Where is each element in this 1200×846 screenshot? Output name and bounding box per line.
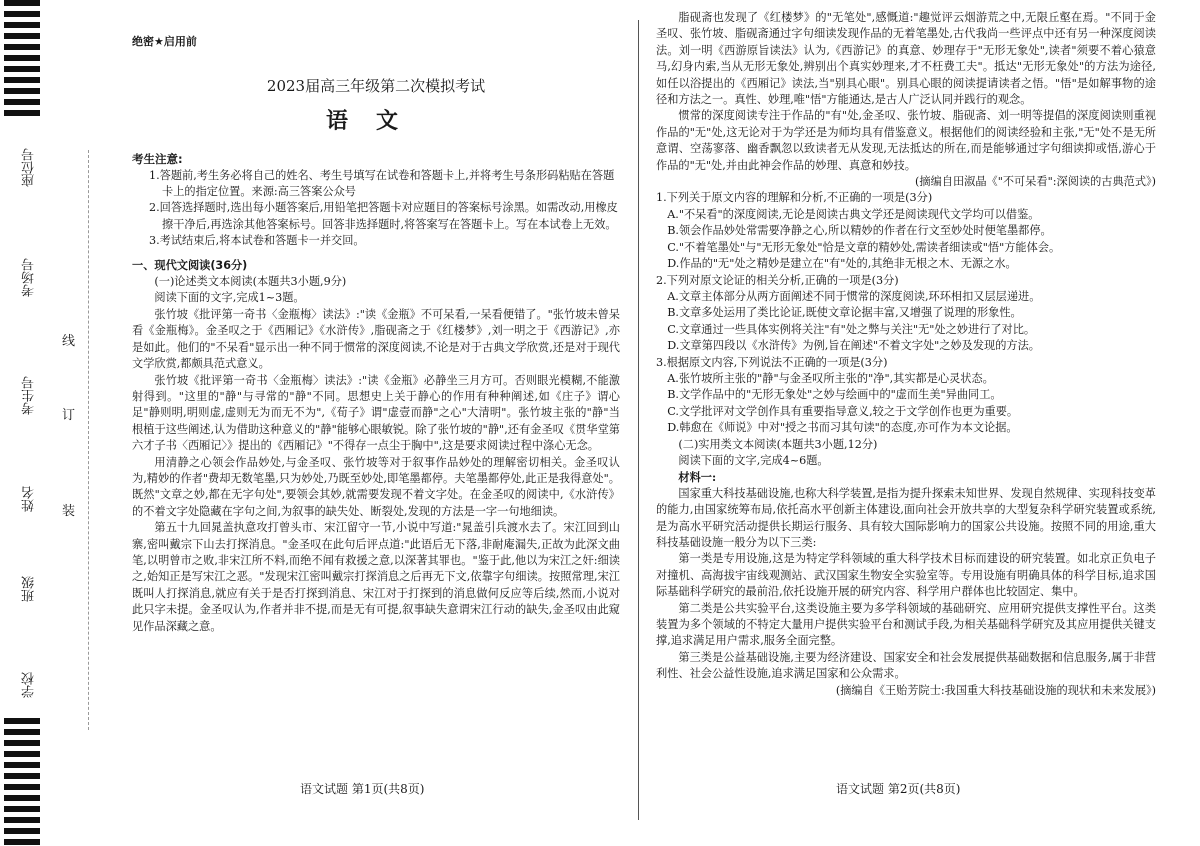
cut-char-bind: 装 bbox=[62, 504, 76, 519]
question-option: D.韩愈在《师说》中对"授之书而习其句读"的态度,亦可作为本文论据。 bbox=[667, 421, 1018, 435]
question-stem: 3.根据原文内容,下列说法不正确的一项是(3分) bbox=[656, 355, 888, 369]
instruction: 阅读下面的文字,完成1~3题。 bbox=[154, 291, 305, 305]
passage-paragraph: 脂砚斋也发现了《红楼梦》的"无笔处",感慨道:"趣觉评云烟游荒之中,无限丘壑在焉。"不同于金圣叹、张竹坡、脂砚斋通过字句细读发现作品的无着笔墨处,古代我尚一些评点中还有另一种深度阅读法。刘一明《西游原旨读法》认为,《西游记》的真意、妙理存于"无形无象处",读者"须要不着心猿意马,幻身内索,当从无形无象处,辨别出个真实妙理来,才不枉费工夫"。抵达"无形无象处"的方法为途径,如任以浴提出的《西厢记》读法,当"别具心眼"。别具心眼的阅读提请读者之悟。"悟"是如解事物的途径和方法之一。真性、妙理,唯"悟"方能通达,是古人广泛认同并践行的观念。 bbox=[656, 11, 1156, 107]
part-heading: (二)实用类文本阅读(本题共3小题,12分) bbox=[678, 437, 878, 451]
question-option: C.文章通过一些具体实例将关注"有"处之弊与关注"无"处之妙进行了对比。 bbox=[667, 322, 1036, 336]
candidate-number-label: 考生号 bbox=[22, 376, 37, 415]
passage-paragraph: 惯常的深度阅读专注于作品的"有"处,金圣叹、张竹坡、脂砚斋、刘一明等提倡的深度阅读则重视作品的"无"处,这无论对于为学还是为师均具有借鉴意义。根据他们的阅读经验和主张,"无"处不是无所意谓、空荡寥落、幽香飘忽以致读者无从发现,无法抵达的所在,而是能够通过字句细读抑或悟,游心于作品的"无"处,并由此神会作品的妙理、真意和妙技。 bbox=[656, 109, 1156, 172]
name-label: 姓名 bbox=[22, 486, 37, 512]
question-option: C."不着笔墨处"与"无形无象处"恰是文章的精妙处,需读者细读或"悟"方能体会。 bbox=[667, 240, 1061, 254]
page-footer-2: 语文试题 第2页(共8页) bbox=[836, 782, 961, 796]
note-item: 1.答题前,考生务必将自己的姓名、考生号填写在试卷和答题卡上,并将考生号条形码粘贴在答题卡上的指定位置。来源:高三答案公众号 bbox=[149, 168, 615, 199]
material-paragraph: 第二类是公共实验平台,这类设施主要为多学科领域的基础研究、应用研究提供支撑性平台。这类装置为多个领域的不特定大量用户提供实验平台和测试手段,为相关基础科学研究及其应用提供关键支撑,追求满足用户需求,服务全面完整。 bbox=[656, 601, 1156, 648]
material-heading: 材料一: bbox=[678, 470, 717, 485]
section-heading: 一、现代文阅读(36分) bbox=[132, 258, 248, 272]
passage-paragraph: 张竹坡《批评第一奇书〈金瓶梅〉读法》:"读《金瓶》不可呆看,一呆看便错了。"张竹坡未曾呆看《金瓶梅》。金圣叹之于《西厢记》《水浒传》,脂砚斋之于《红楼梦》,刘一明之于《西游记》,亦是如此。他们的"不呆看"显示出一种不同于惯常的深度阅读,不论是对于古典文学欣赏,还是对于现代文学欣赏,都颇具范式意义。 bbox=[132, 307, 620, 371]
binding-stripes-top bbox=[4, 0, 40, 120]
material-paragraph: 第三类是公益基础设施,主要为经济建设、国家安全和社会发展提供基础数据和信息服务,属于非营利性、社会公益性设施,追求满足国家和公众需求。 bbox=[656, 650, 1156, 681]
passage-paragraph: 第五十九回晁盖执意攻打曾头市、宋江留守一节,小说中写道:"晁盖引兵渡水去了。宋江回到山寨,密叫戴宗下山去打探消息。"金圣叹在此句后评点道:"此语后无下落,非耐庵漏失,正故为此深文曲笔,以明曾市之败,非宋江所不料,而绝不闻有救援之意,以深著其罪也。"鉴于此,他以为宋江之奸:细读之,始知正是写宋江之恶。"发现宋江密叫戴宗打探消息之后再无下文,依靠字句细读。按照常理,宋江既叫人打探消息,就应有关于是否打探到消息、宋江对于打探到的消息做何反应等后续,然而,小说对此只字未提。金圣叹认为,作者并非不提,而是无有可提,叙事缺失意谓宋江行动的缺失,金圣叹由此窥见作品深藏之意。 bbox=[132, 521, 620, 633]
confidential-mark: 绝密★启用前 bbox=[132, 35, 197, 48]
notes-heading: 考生注意: bbox=[132, 152, 183, 167]
seat-number-label: 座位号 bbox=[22, 148, 37, 187]
instruction: 阅读下面的文字,完成4~6题。 bbox=[678, 453, 829, 467]
question-stem: 2.下列对原文论证的相关分析,正确的一项是(3分) bbox=[656, 273, 899, 287]
page-divider bbox=[638, 20, 639, 820]
page-2 bbox=[656, 10, 1156, 699]
passage-paragraph: 用清静之心领会作品妙处,与金圣叹、张竹坡等对于叙事作品妙处的理解密切相关。金圣叹认为,精妙的作者"费却无数笔墨,只为妙处,乃既至妙处,即笔墨都停。夫笔墨都停处,此正是我得意处"。既然"文章之妙,都在无字句处",要领会其妙,就需要发现不着文字处。在金圣叹的阅读中,《水浒传》的不着文字处隐藏在字句之间,为叙事的缺失处、断裂处,发现的方法是一字一句地细读。 bbox=[132, 455, 620, 518]
question-option: A.张竹坡所主张的"静"与金圣叹所主张的"净",其实都是心灵状态。 bbox=[667, 371, 994, 385]
school-label: 学校 bbox=[22, 672, 37, 698]
question-option: A.文章主体部分从两方面阐述不同于惯常的深度阅读,环环相扣又层层递进。 bbox=[667, 289, 1041, 303]
page-1 bbox=[132, 34, 620, 635]
question-option: B.文学作品中的"无形无象处"之妙与绘画中的"虚而生美"异曲同工。 bbox=[667, 388, 1002, 402]
material-paragraph: 第一类是专用设施,这是为特定学科领域的重大科学技术目标而建设的研究装置。如北京正负电子对撞机、高海拔宇宙线观测站、武汉国家生物安全实验室等。专用设施有明确具体的科学目标,追求国际基础科学研究的最前沿,依托设施开展的研究内容、科学用户群体也比较固定、集中。 bbox=[656, 552, 1156, 599]
question-option: D.文章第四段以《水浒传》为例,旨在阐述"不着文字处"之妙及发现的方法。 bbox=[667, 339, 1040, 353]
subject-title: 语文 bbox=[325, 107, 426, 134]
question-option: C.文学批评对文学创作具有重要指导意义,较之于文学创作也更为重要。 bbox=[667, 404, 1019, 418]
question-stem: 1.下列关于原文内容的理解和分析,不正确的一项是(3分) bbox=[656, 191, 933, 205]
question-option: D.作品的"无"处之精妙是建立在"有"处的,其绝非无根之木、无源之水。 bbox=[667, 257, 1017, 271]
page-footer-1: 语文试题 第1页(共8页) bbox=[300, 782, 425, 796]
source-citation: (摘编自田淑晶《"不可呆看":深阅读的古典范式》) bbox=[915, 175, 1156, 189]
class-label: 班级 bbox=[22, 576, 37, 602]
cut-char-order: 订 bbox=[62, 408, 76, 423]
material-paragraph: 国家重大科技基础设施,也称大科学装置,是指为提升探索未知世界、发现自然规律、实现科技变革的能力,由国家统筹布局,依托高水平创新主体建设,面向社会开放共享的大型复杂科学研究装置或系统,是为高水平研究活动提供长期运行服务、具有较大国际影响力的国家公共设施。按照不同的用途,重大科技基础设施一般分为以下三类: bbox=[656, 486, 1156, 549]
question-option: B.领会作品妙处常需要净静之心,所以精妙的作者在行文至妙处时便笔墨都停。 bbox=[667, 224, 1052, 238]
note-item: 3.考试结束后,将本试卷和答题卡一并交回。 bbox=[149, 234, 365, 248]
cut-char-line: 线 bbox=[62, 334, 76, 349]
note-item: 2.回答选择题时,选出每小题答案后,用铅笔把答题卡对应题目的答案标号涂黑。如需改动,用橡皮擦干净后,再选涂其他答案标号。回答非选择题时,将答案写在答题卡上。写在本试卷上无效。 bbox=[149, 201, 618, 231]
binding-stripes-bottom bbox=[4, 718, 40, 846]
exam-title: 2023届高三年级第二次模拟考试 bbox=[266, 77, 486, 96]
question-option: A."不呆看"的深度阅读,无论是阅读古典文学还是阅读现代文学均可以借鉴。 bbox=[667, 207, 1040, 221]
source-citation: (摘编自《王贻芳院士:我国重大科技基础设施的现状和未来发展》) bbox=[835, 683, 1156, 697]
passage-paragraph: 张竹坡《批评第一奇书〈金瓶梅〉读法》:"读《金瓶》必静坐三月方可。否则眼光模糊,不能激射得到。"这里的"静"与寻常的"静"不同。思想史上关于静心的作用有种种阐述,如《庄子》谓心足"静则明,明则虚,虚则无为而无不为",《荀子》谓"虚壹而静"之心"大清明"。张竹坡主张的"静"当根植于这些阐述,认为借助这种意义的"静"能够心眼敏锐。除了张竹坡的"静",还有金圣叹《贯华堂第六才子书〈西厢记〉》提出的《西厢记》"不得存一点尘于胸中",这是要求阅读过程中涤心无念。 bbox=[132, 373, 620, 453]
cut-line bbox=[88, 150, 89, 730]
part-heading: (一)论述类文本阅读(本题共3小题,9分) bbox=[154, 275, 347, 289]
exam-room-label: 考场号 bbox=[22, 258, 37, 297]
binding-strip bbox=[0, 0, 112, 846]
question-option: B.文章多处运用了类比论证,既使文章论据丰富,又增强了说理的形象性。 bbox=[667, 306, 1022, 320]
